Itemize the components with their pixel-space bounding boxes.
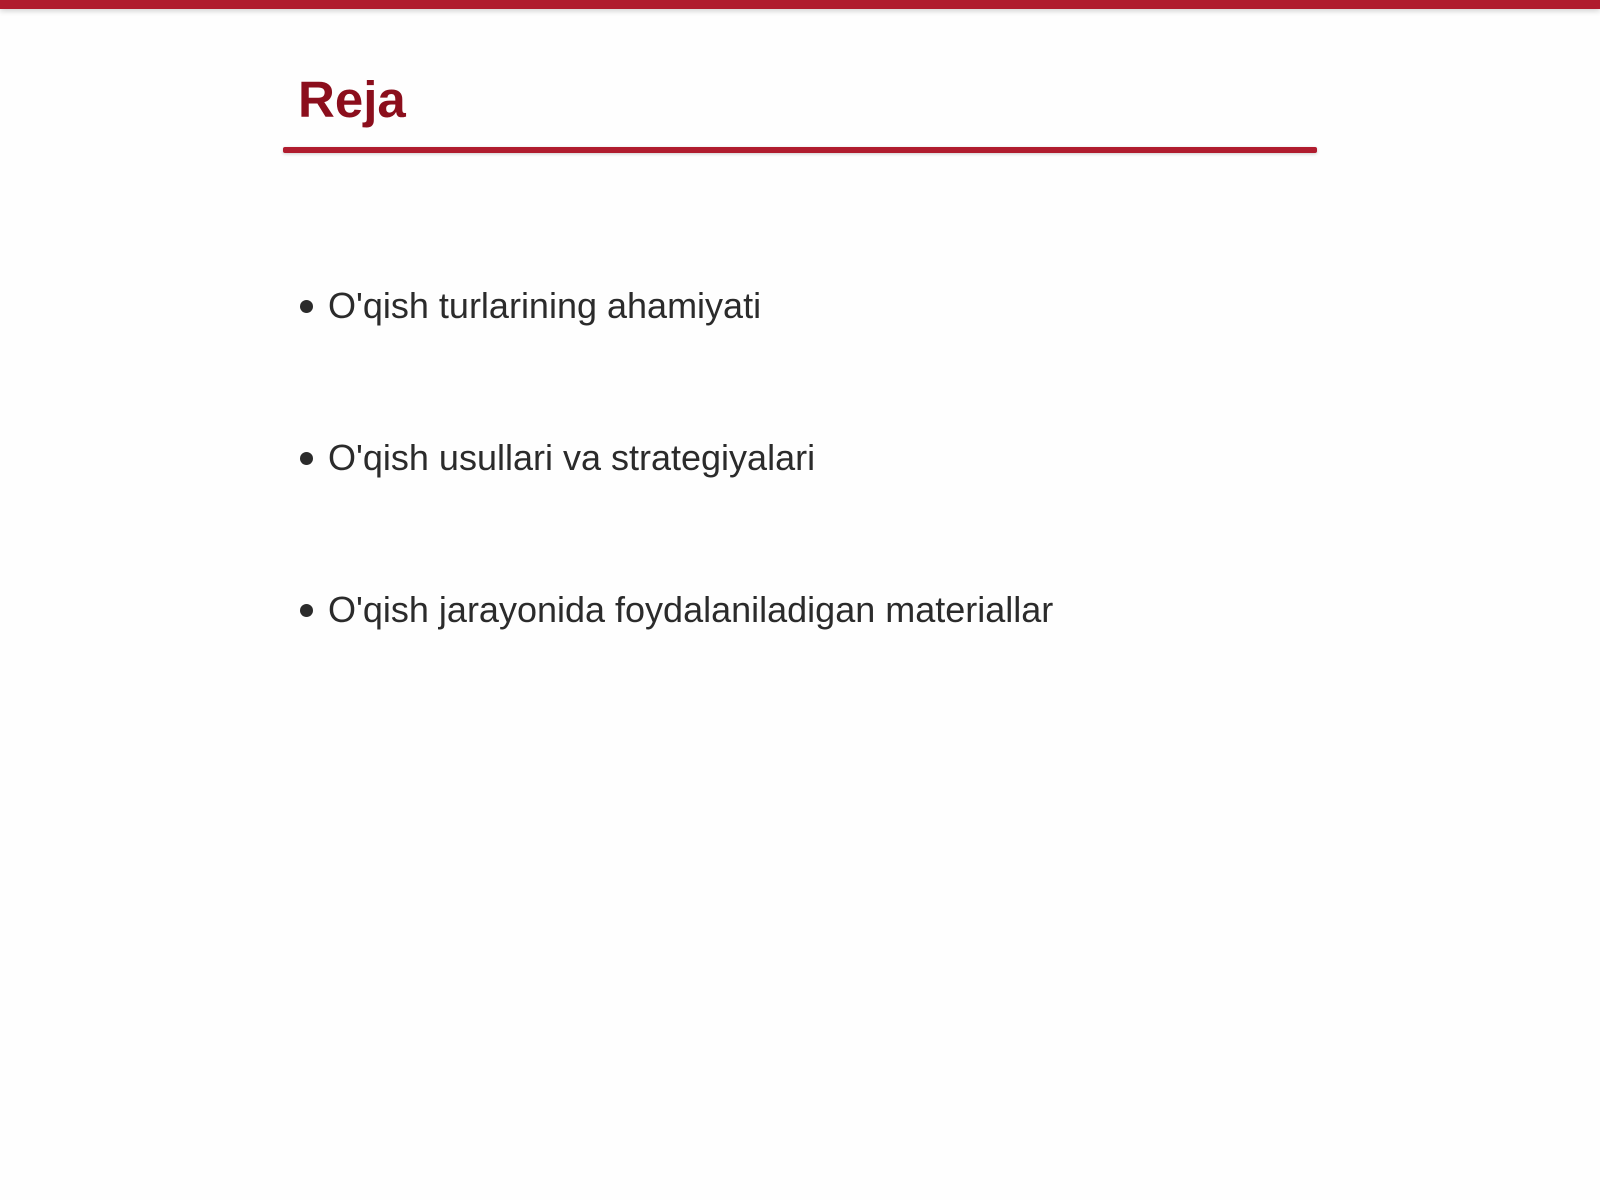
bullet-text: O'qish jarayonida foydalaniladigan materiallar xyxy=(328,589,1054,630)
slide-title: Reja xyxy=(298,71,406,128)
bullet-icon xyxy=(300,300,313,313)
bullet-item xyxy=(300,281,1300,331)
bullet-icon xyxy=(300,604,313,617)
bullet-item xyxy=(300,433,1300,483)
title-underline xyxy=(283,147,1317,153)
bullet-text: O'qish turlarining ahamiyati xyxy=(328,285,762,326)
bullet-text: O'qish usullari va strategiyalari xyxy=(328,437,816,478)
bullet-icon xyxy=(300,452,313,465)
top-accent-bar xyxy=(0,0,1600,9)
bullet-item xyxy=(300,585,1300,635)
